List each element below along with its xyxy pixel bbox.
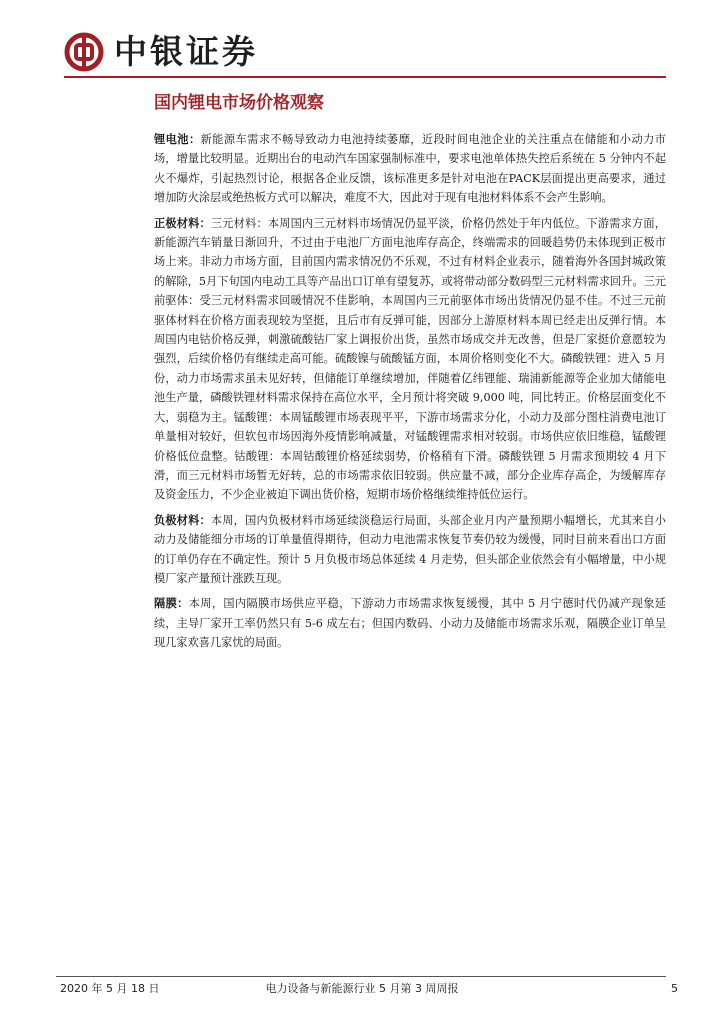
header-divider (64, 76, 666, 78)
footer-date: 2020 年 5 月 18 日 (60, 982, 160, 995)
paragraph-cathode (154, 214, 666, 505)
section-title: 国内锂电市场价格观察 (154, 93, 324, 113)
paragraph-separator (154, 594, 666, 652)
paragraph-battery (154, 130, 666, 208)
paragraph-lead: 锂电池： (154, 132, 201, 146)
paragraph-lead: 负极材料： (154, 512, 211, 527)
footer-report-title: 电力设备与新能源行业 5 月第 3 周周报 (265, 982, 459, 995)
paragraph-text: 新能源车需求不畅导致动力电池持续萎靡，近段时间电池企业的关注重点在储能和小动力市场，增量比较明显。近期出台的电动汽车国家强制标准中，要求电池单体热失控后系统在 5 分钟内不起火不爆炸，引起热烈讨论，根据各企业反馈，该标准更多是针对电池在PACK层面提出更高要求，通过增加防火涂层或绝热板方式可以解决，难度不大，因此对于现有电池材料体系不会产生影响。 (154, 133, 666, 205)
footer-divider (56, 976, 666, 977)
paragraph-lead: 正极材料： (154, 215, 211, 230)
paragraph-lead: 隔膜： (154, 596, 189, 611)
report-body (154, 130, 666, 659)
brand-name: 中银证券 (114, 32, 258, 71)
brand-logo (64, 30, 258, 74)
page-number: 5 (671, 982, 678, 995)
paragraph-anode (154, 511, 666, 589)
paragraph-text: 本周，国内隔膜市场供应平稳，下游动力市场需求恢复缓慢，其中 5 月宁德时代仍减产现象延续，主导厂家开工率仍然只有 5-6 成左右；但国内数码、小动力及储能市场需求乐观，隔膜企业订单呈现几家欢喜几家忧的局面。 (154, 597, 666, 650)
bank-of-china-logo-icon (64, 32, 104, 72)
paragraph-text: 本周，国内负极材料市场延续淡稳运行局面，头部企业月内产量预期小幅增长，尤其来自小动力及储能细分市场的订单量值得期待，但动力电池需求恢复节奏仍较为缓慢，同时目前来看出口方面的订单仍存在不确定性。预计 5 月负极市场总体延续 4 月走势，但头部企业依然会有小幅增量，中小规模厂家产量预计涨跌互现。 (154, 513, 666, 585)
paragraph-text: 三元材料：本周国内三元材料市场情况仍显平淡，价格仍然处于年内低位。下游需求方面，新能源汽车销量日渐回升，不过由于电池厂方面电池库存高企，终端需求的回暖趋势仍未体现到正极市场上来。非动力市场方面，目前国内需求情况仍不乐观，不过有材料企业表示，随着海外各国封城政策的解除，5月下旬国内电动工具等产品出口订单有望复苏，或将带动部分数码型三元材料需求回升。三元前驱体：受三元材料需求回暖情况不佳影响，本周国内三元前驱体市场出货情况仍显不佳。不过三元前驱体材料在价格方面表现较为坚挺，且后市有反弹可能，因部分上游原材料本周已经走出反弹行情。本周国内电钴价格反弹，刺激硫酸钴厂家上调报价出货，虽然市场成交并无改善，但是厂家挺价意愿较为强烈，后续价格仍有继续走高可能。硫酸镍与硫酸锰方面，本周价格则变化不大。磷酸铁锂：进入 5 月份，动力市场需求虽未见好转，但储能订单继续增加，伴随着亿纬锂能、瑞浦新能源等企业加大储能电池生产量，磷酸铁锂材料需求保持在高位水平，全月预计将突破 9,000 吨，同比转正。价格层面变化不大，弱稳为主。锰酸锂：本周锰酸锂市场表现平平，下游市场需求分化，小动力及部分图柱消费电池订单量相对较好，但软包市场因海外疫情影响减量，对锰酸锂需求相对较弱。市场供应依旧维稳，锰酸锂价格低位盘整。钴酸锂：本周钴酸锂价格延续弱势，价格稍有下滑。磷酸铁锂 5 月需求预期较 4 月下滑，而三元材料市场暂无好转，总的市场需求依旧较弱。供应量不减，部分企业库存高企，为缓解库存及资金压力，不少企业被迫下调出货价格，短期市场价格继续维持低位运行。 (154, 216, 666, 502)
